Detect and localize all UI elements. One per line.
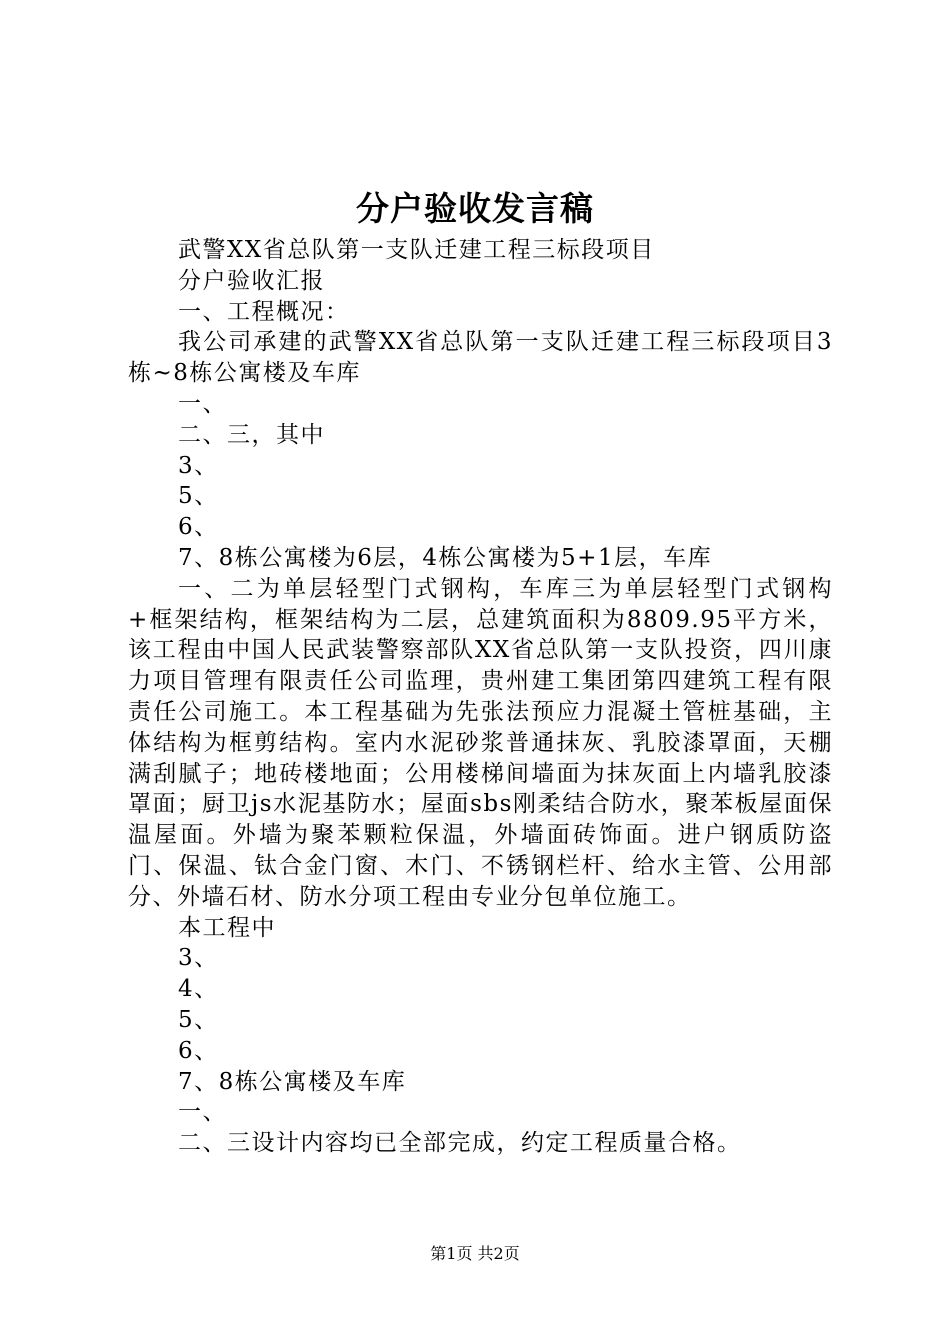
document-title: 分户验收发言稿 — [356, 189, 594, 228]
paragraph: 一、 — [178, 1099, 227, 1126]
paragraph: 二、三设计内容均已全部完成，约定工程质量合格。 — [178, 1130, 742, 1157]
paragraph: 我公司承建的武警XX省总队第一支队迁建工程三标段项目3栋~8栋公寓楼及车库 — [128, 329, 833, 387]
paragraph: 7、8栋公寓楼及车库 — [178, 1068, 407, 1095]
paragraph: 3、 — [178, 945, 219, 972]
document-body — [128, 235, 833, 1159]
paragraph: 6、 — [178, 1037, 219, 1064]
paragraph: 7、8栋公寓楼为6层，4栋公寓楼为5+1层，车库 — [178, 544, 713, 571]
page-footer: 第1页 共2页 — [430, 1244, 520, 1263]
paragraph: 3、 — [178, 452, 219, 479]
paragraph: 一、工程概况： — [178, 298, 350, 325]
paragraph: 5、 — [178, 1006, 219, 1033]
paragraph: 一、 — [178, 390, 227, 417]
paragraph: 4、 — [178, 976, 219, 1003]
paragraph: 5、 — [178, 483, 219, 510]
paragraph: 二、三，其中 — [178, 421, 325, 448]
paragraph: 武警XX省总队第一支队迁建工程三标段项目 — [178, 237, 655, 263]
paragraph: 一、二为单层轻型门式钢构，车库三为单层轻型门式钢构+框架结构，框架结构为二层，总建筑面积为8809.95平方米，该工程由中国人民武装警察部队XX省总队第一支队投资，四川康力项目管理有限责任公司监理，贵州建工集团第四建筑工程有限责任公司施工。本工程基础为先张法预应力混凝土管桩基础，主体结构为框剪结构。室内水泥砂浆普通抹灰、乳胶漆罩面，天棚满刮腻子；地砖楼地面；公用楼梯间墙面为抹灰面上内墙乳胶漆罩面；厨卫js水泥基防水；屋面sbs刚柔结合防水，聚苯板屋面保温屋面。外墙为聚苯颗粒保温，外墙面砖饰面。进户钢质防盗门、保温、钛合金门窗、木门、不锈钢栏杆、给水主管、公用部分、外墙石材、防水分项工程由专业分包单位施工。 — [128, 575, 833, 910]
paragraph: 本工程中 — [178, 914, 276, 941]
paragraph: 分户验收汇报 — [178, 267, 325, 294]
paragraph: 6、 — [178, 514, 219, 541]
